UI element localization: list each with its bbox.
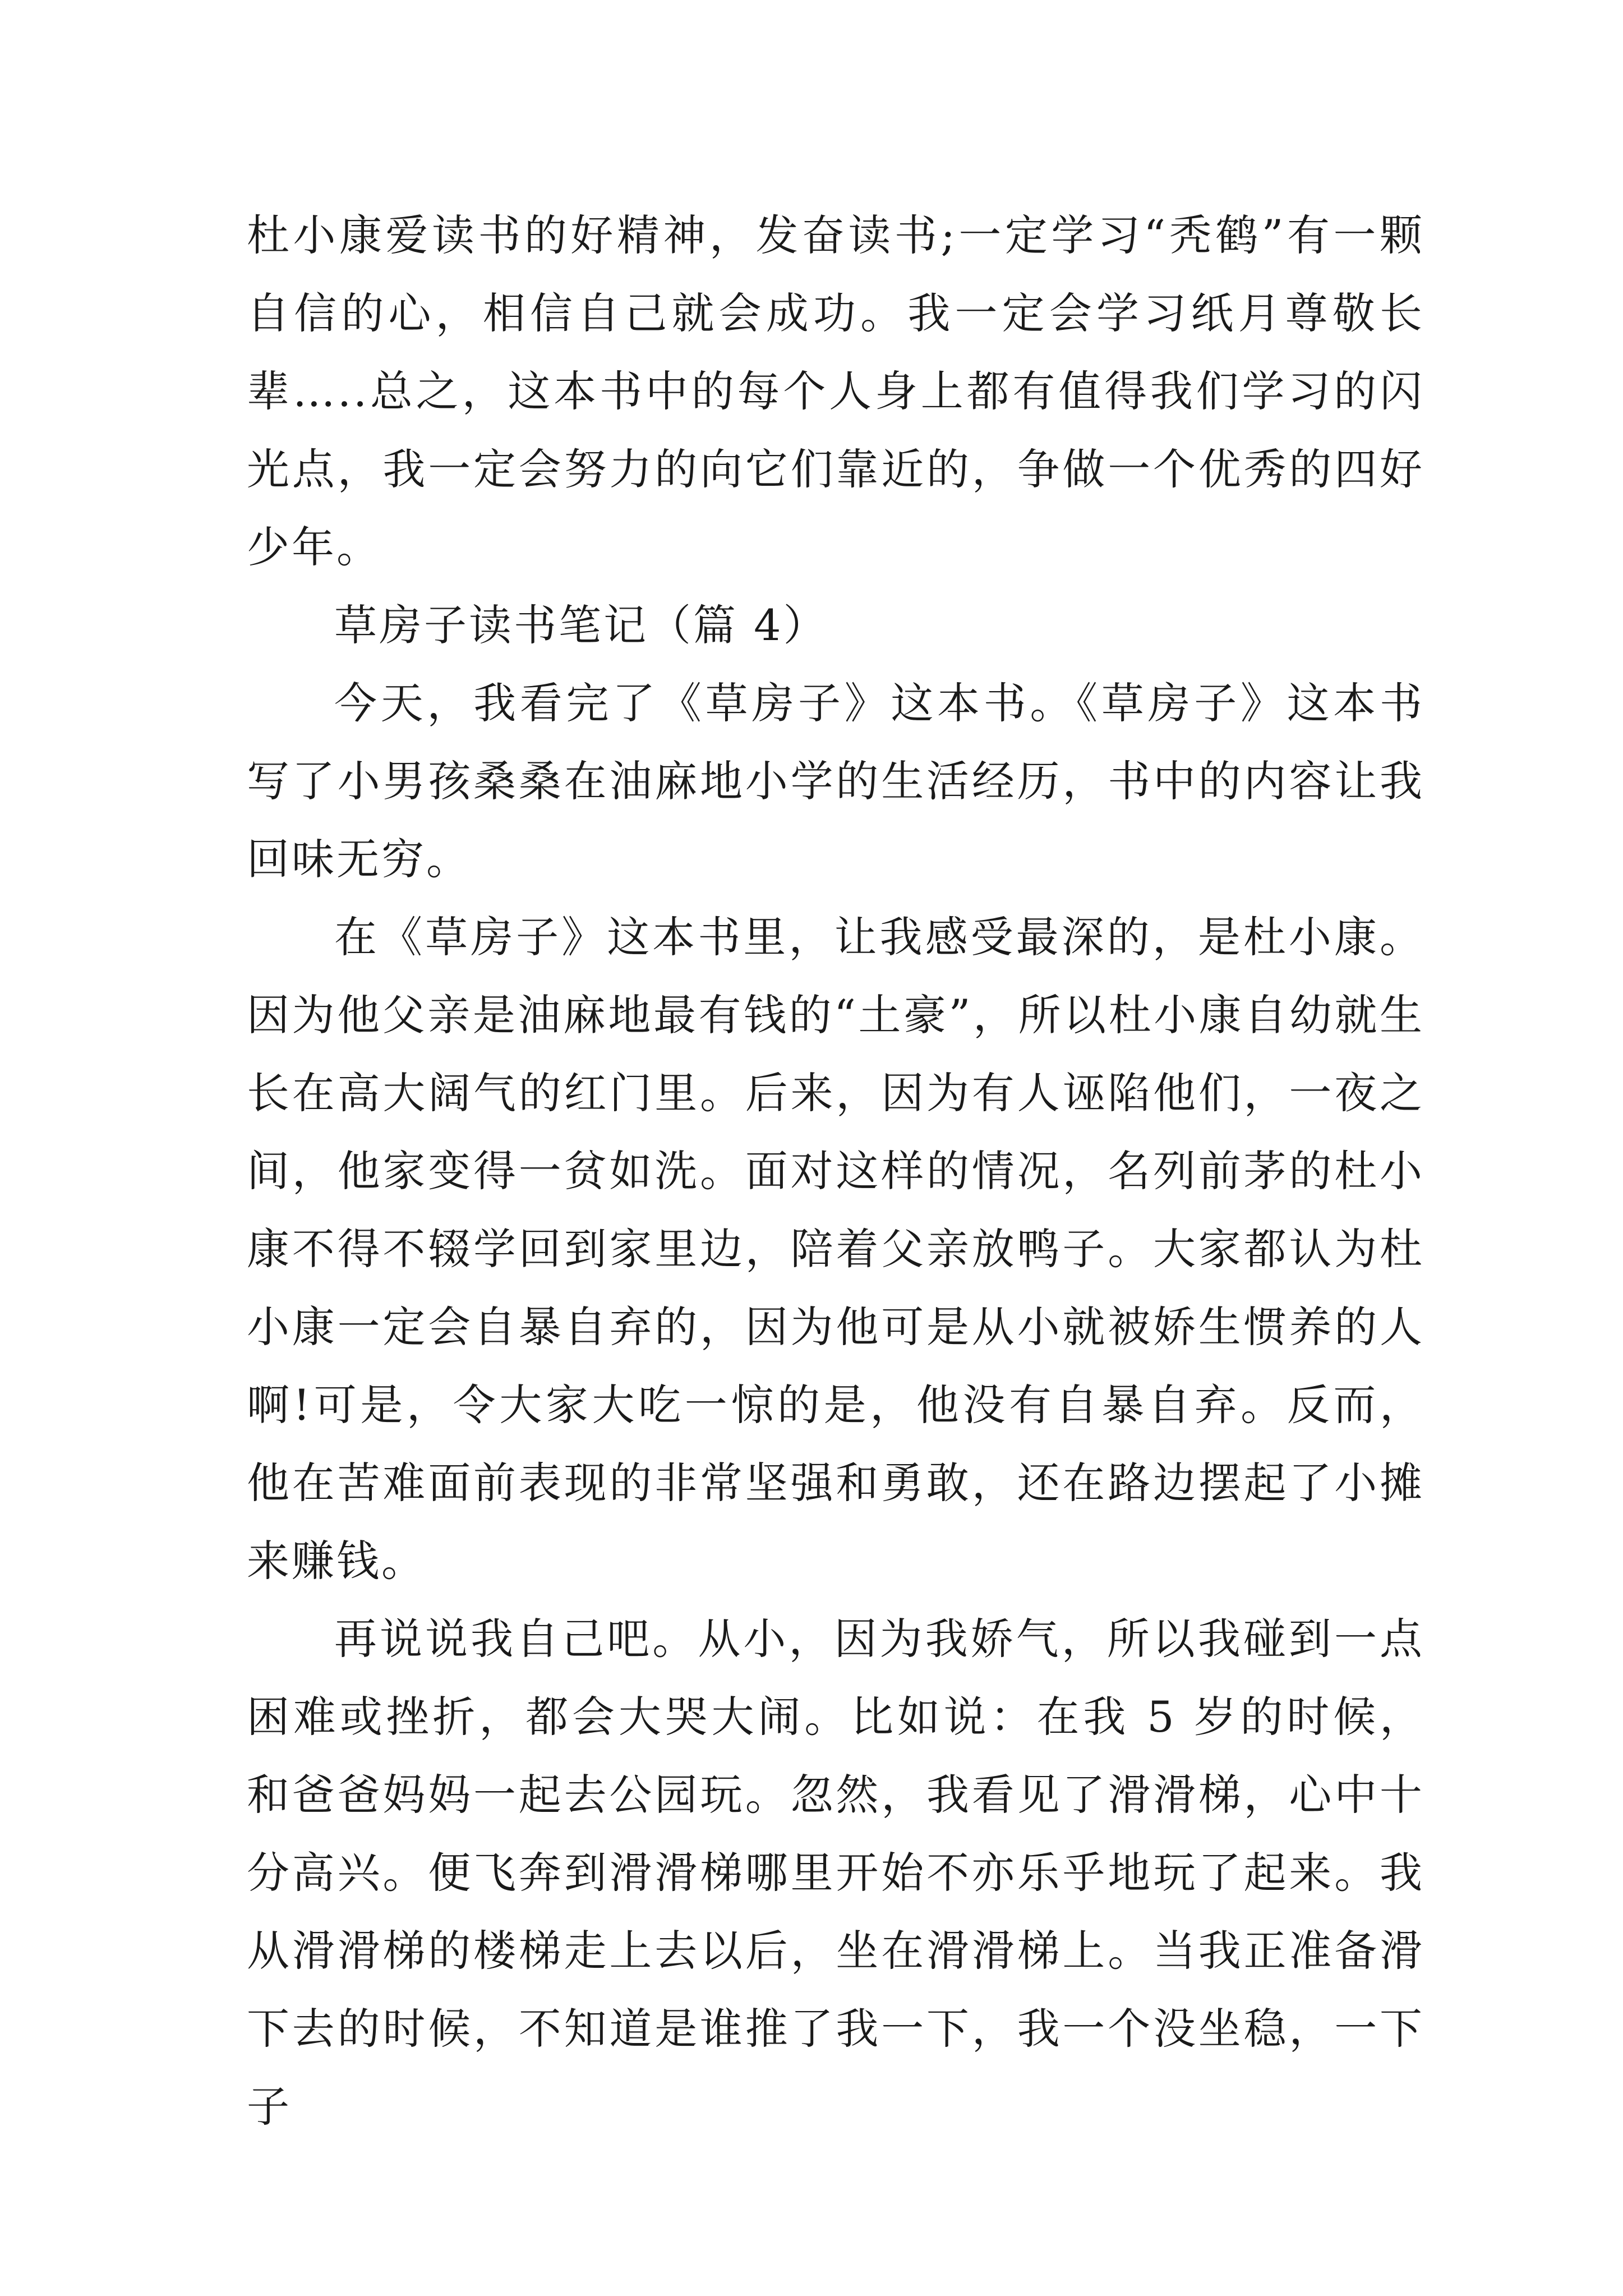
section-heading: 草房子读书笔记（篇 4） bbox=[334, 600, 828, 650]
paragraph-self-reflection: 再说说我自己吧。从小，因为我娇气，所以我碰到一点困难或挫折，都会大哭大闹。比如说：在我 5 岁的时候，和爸爸妈妈一起去公园玩。忽然，我看见了滑滑梯，心中十分高兴。便飞奔到滑滑梯哪里开始不亦乐乎地玩了起来。我从滑滑梯的楼梯走上去以后，坐在滑滑梯上。当我正准备滑下去的时候，不知道是谁推了我一下，我一个没坐稳，一下子 bbox=[247, 1614, 1424, 2132]
paragraph-continuation: 杜小康爱读书的好精神，发奋读书;一定学习“秃鹤”有一颗自信的心，相信自己就会成功。我一定会学习纸月尊敬长辈…..总之，这本书中的每个人身上都有值得我们学习的闪光点，我一定会努力的向它们靠近的，争做一个优秀的四好少年。 bbox=[247, 210, 1424, 572]
paragraph-du-xiaokang: 在《草房子》这本书里，让我感受最深的，是杜小康。因为他父亲是油麻地最有钱的“土豪”，所以杜小康自幼就生长在高大阔气的红门里。后来，因为有人诬陷他们，一夜之间，他家变得一贫如洗。面对这样的情况，名列前茅的杜小康不得不辍学回到家里边，陪着父亲放鸭子。大家都认为杜小康一定会自暴自弃的，因为他可是从小就被娇生惯养的人啊!可是，令大家大吃一惊的是，他没有自暴自弃。反而，他在苦难面前表现的非常坚强和勇敢，还在路边摆起了小摊来赚钱。 bbox=[247, 912, 1424, 1586]
paragraph-intro: 今天，我看完了《草房子》这本书。《草房子》这本书写了小男孩桑桑在油麻地小学的生活经历，书中的内容让我回味无穷。 bbox=[247, 678, 1424, 884]
document-body bbox=[247, 196, 1424, 2146]
